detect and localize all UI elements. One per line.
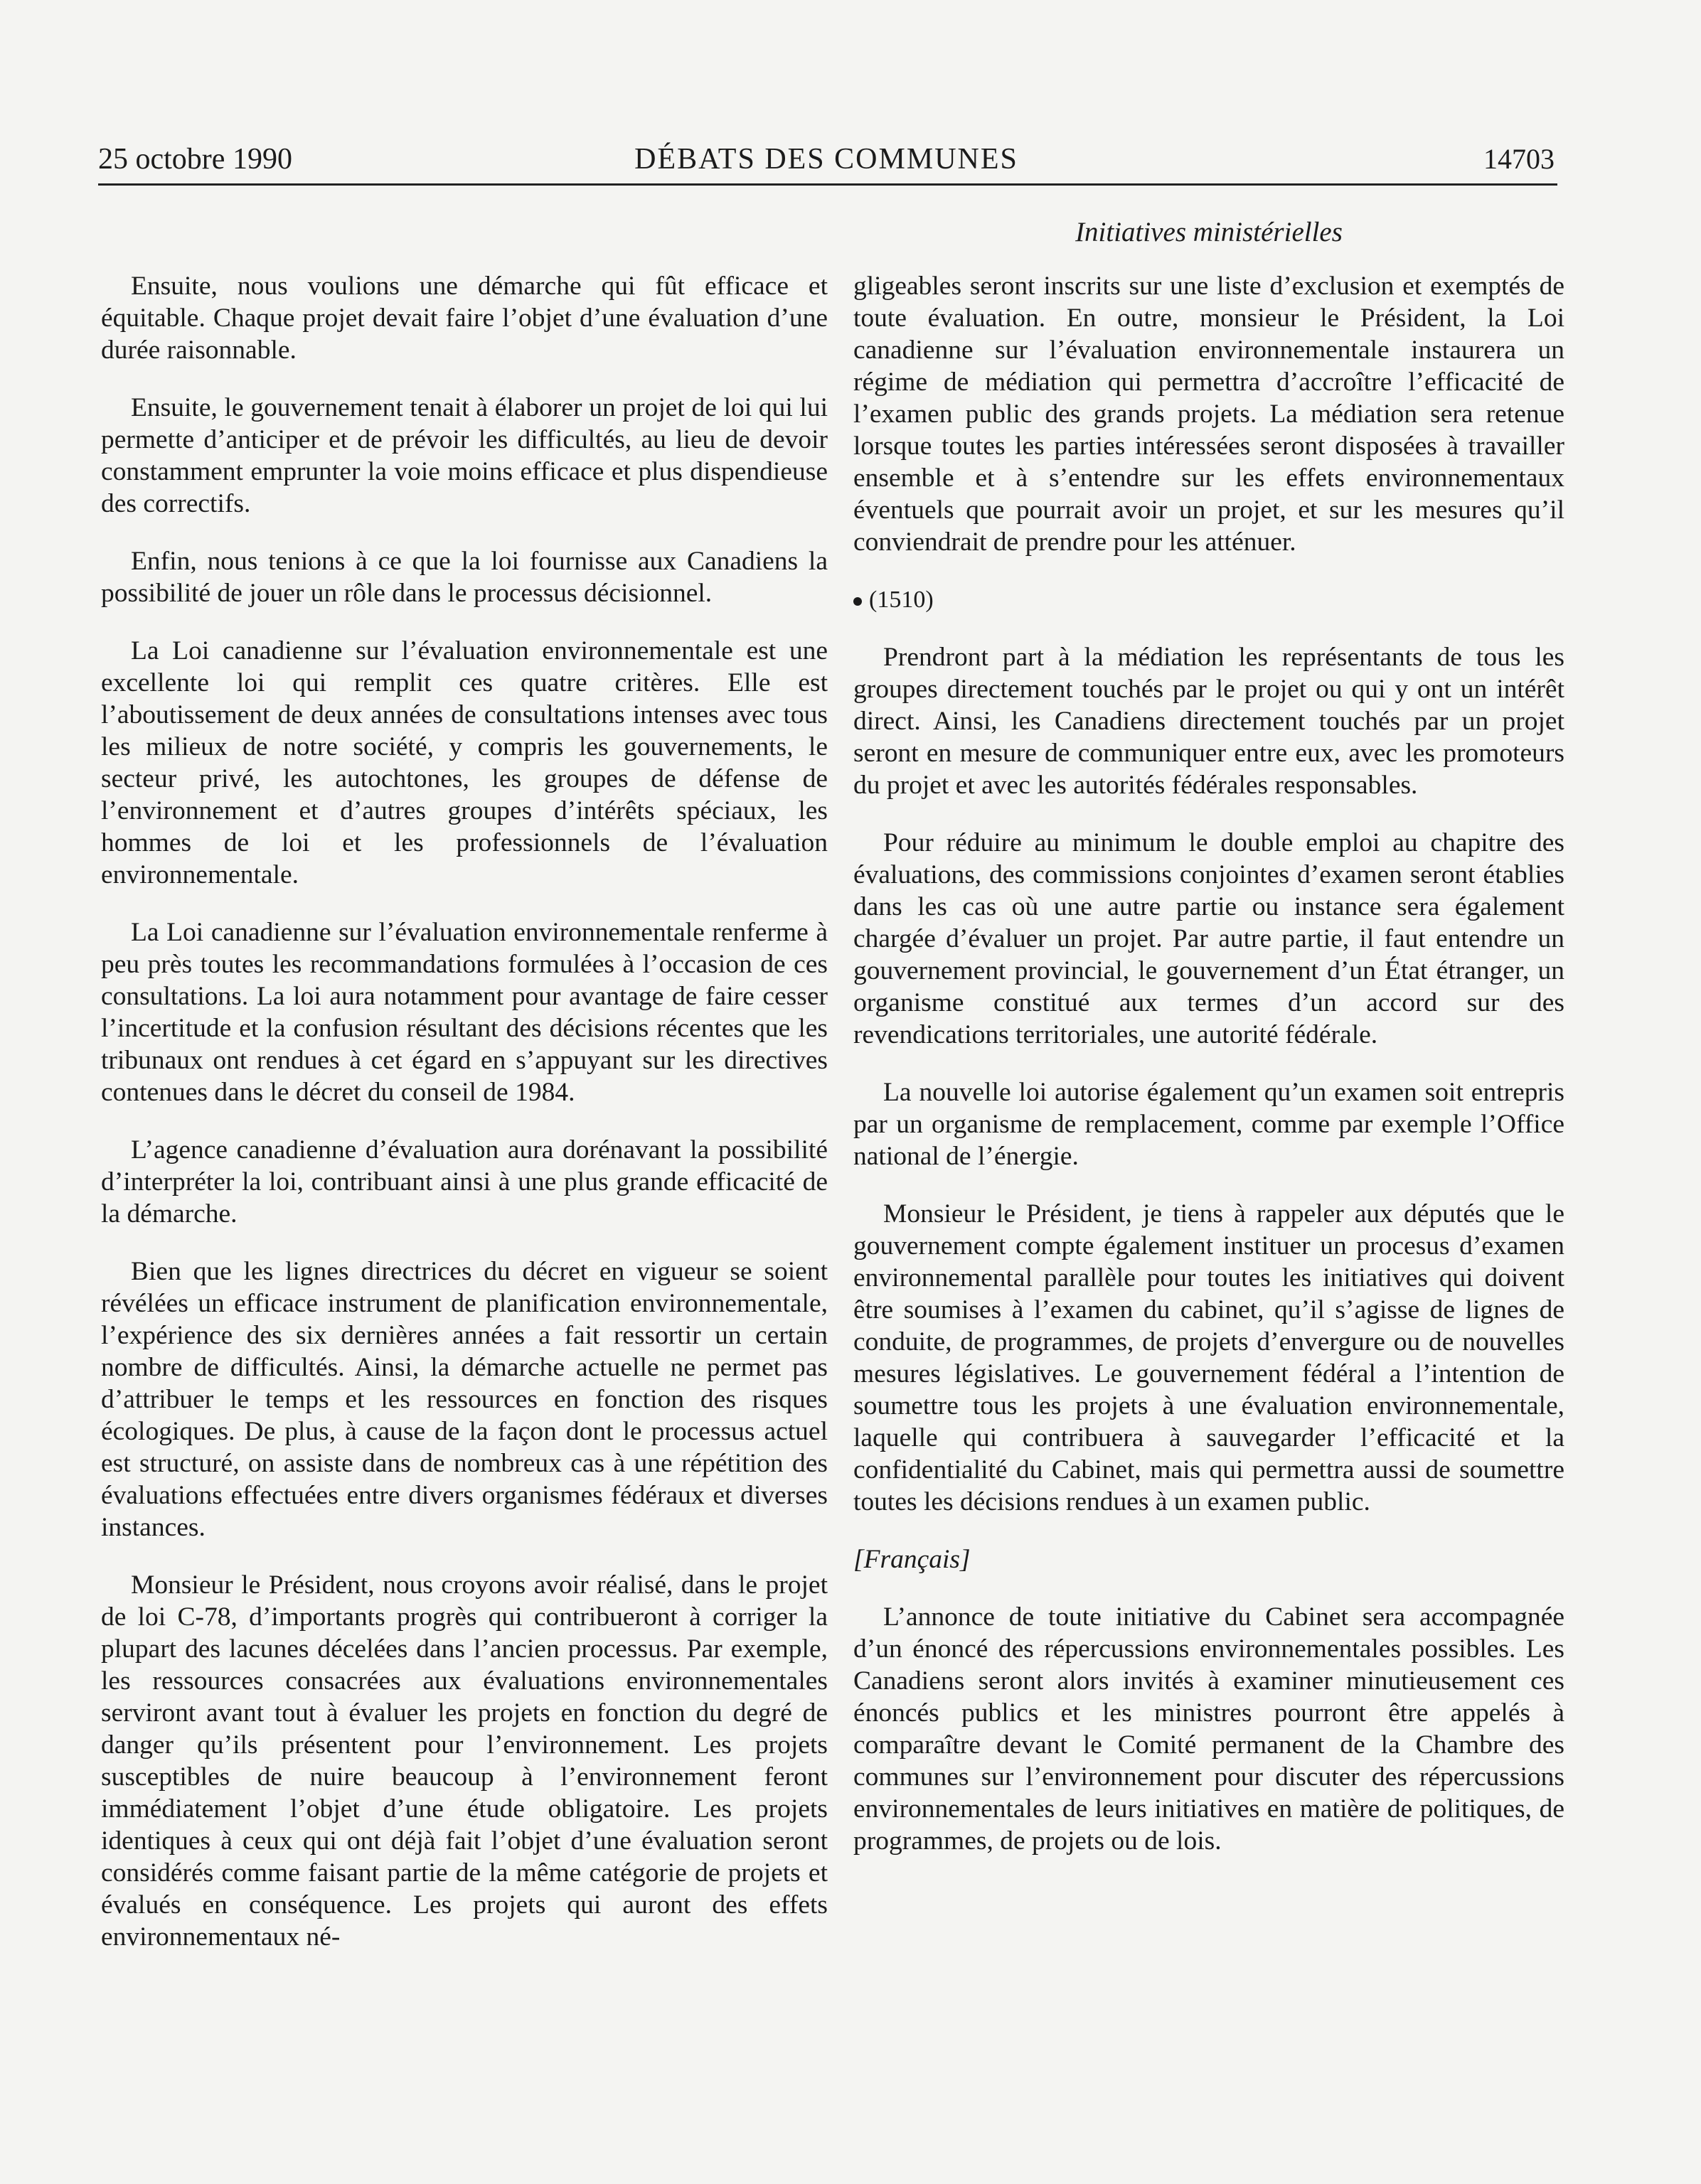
paragraph: Bien que les lignes directrices du décret en vigueur se soient révélées un efficace instrument de planification environnementale, l’expérience des six dernières années a fait ressortir un certain nombre de difficultés. Ainsi, la démarche actuelle ne permet pas d’attribuer le temps et les ressources en fonction des risques écologiques. De plus, à cause de la façon dont le processus actuel est structuré, on assiste dans de nombreux cas à une répétition des évaluations effectuées entre divers organismes fédéraux et diverses instances. bbox=[101, 1257, 828, 1542]
page-number: 14703 bbox=[1483, 143, 1555, 175]
header-rule bbox=[98, 183, 1557, 186]
paragraph: Ensuite, le gouvernement tenait à élaborer un projet de loi qui lui permette d’anticiper et de prévoir les difficultés, au lieu de devoir constamment emprunter la voie moins efficace et plus dispendieuse des correctifs. bbox=[101, 393, 828, 518]
paragraph-continuation: gligeables seront inscrits sur une liste d’exclusion et exemptés de toute évaluation. En outre, monsieur le Président, la Loi canadienne sur l’évaluation environnementale instaurera un régime de médiation qui permettra d’accroître l’efficacité de l’examen public des grands projets. La médiation sera retenue lorsque toutes les parties intéressées seront disposées à travailler ensemble et à s’entendre sur les effets environnementaux éventuels que pourrait avoir un projet, et sur les mesures qu’il conviendrait de prendre pour les atténuer. bbox=[853, 272, 1564, 557]
paragraph: Enfin, nous tenions à ce que la loi fournisse aux Canadiens la possibilité de jouer un rôle dans le processus décisionnel. bbox=[101, 547, 828, 608]
page-header bbox=[98, 142, 1555, 183]
header-date: 25 octobre 1990 bbox=[98, 143, 292, 176]
paragraph: La Loi canadienne sur l’évaluation environnementale renferme à peu près toutes les recommandations formulées à l’occasion de ces consultations. La loi aura notamment pour avantage de faire cesser l’incertitude et la confusion résultant des décisions récentes que les tribunaux ont rendues à cet égard en s’appuyant sur les directives contenues dans le décret du conseil de 1984. bbox=[101, 918, 828, 1107]
time-marker-text: (1510) bbox=[869, 587, 934, 613]
paragraph: Pour réduire au minimum le double emploi au chapitre des évaluations, des commissions conjointes d’examen seront établies dans les cas où une autre partie ou instance sera également chargée d’évaluer un projet. Par autre partie, il faut entendre un gouvernement provincial, le gouvernement d’un État étranger, un organisme constitué aux termes d’un accord sur des revendications territoriales, une autorité fédérale. bbox=[853, 828, 1564, 1049]
paragraph: L’agence canadienne d’évaluation aura dorénavant la possibilité d’interpréter la loi, contribuant ainsi à une plus grande efficacité de la démarche. bbox=[101, 1135, 828, 1228]
left-column bbox=[101, 270, 828, 1979]
language-tag: [Français] bbox=[853, 1545, 971, 1574]
right-column bbox=[853, 270, 1564, 1883]
paragraph: L’annonce de toute initiative du Cabinet sera accompagnée d’un énoncé des répercussions environnementales possibles. Les Canadiens seront alors invités à examiner minutieusement ces énoncés publics et les ministres pourront être appelés à comparaître devant le Comité permanent de la Chambre des communes sur l’environnement pour discuter des répercussions environnementales de leurs initiatives en matière de politiques, de programmes, de projets ou de lois. bbox=[853, 1602, 1564, 1856]
paragraph: La Loi canadienne sur l’évaluation environnementale est une excellente loi qui remplit ces quatre critères. Elle est l’aboutissement de deux années de consultations intenses avec tous les milieux de notre société, y compris les gouvernements, le secteur privé, les autochtones, les groupes de défense de l’environnement et d’autres groupes d’intérêts spéciaux, les hommes de loi et les professionnels de l’évaluation environnementale. bbox=[101, 636, 828, 889]
paragraph: La nouvelle loi autorise également qu’un examen soit entrepris par un organisme de remplacement, comme par exemple l’Office national de l’énergie. bbox=[853, 1078, 1564, 1171]
time-marker bbox=[853, 584, 1564, 616]
section-heading: Initiatives ministérielles bbox=[1075, 217, 1343, 247]
paragraph: Ensuite, nous voulions une démarche qui fût efficace et équitable. Chaque projet devait faire l’objet d’une évaluation d’une durée raisonnable. bbox=[101, 272, 828, 365]
paragraph: Monsieur le Président, je tiens à rappeler aux députés que le gouvernement compte également instituer un procesus d’examen environnemental parallèle pour toutes les initiatives qui doivent être soumises à l’examen du cabinet, qu’il s’agisse de lignes de conduite, de programmes, de projets d’envergure ou de nouvelles mesures législatives. Le gouvernement fédéral a l’intention de soumettre tous les projets à une évaluation environnementale, laquelle qui contribuera à sauvegarder l’efficacité et la confidentialité du Cabinet, mais qui permettra aussi de soumettre toutes les décisions rendues à un examen public. bbox=[853, 1199, 1564, 1516]
header-title: DÉBATS DES COMMUNES bbox=[634, 143, 1018, 176]
bullet-icon bbox=[853, 597, 862, 606]
paragraph: Prendront part à la médiation les représentants de tous les groupes directement touchés par le projet ou qui y ont un intérêt direct. Ainsi, les Canadiens directement touchés par un projet seront en mesure de communiquer entre eux, avec les promoteurs du projet et avec les autorités fédérales responsables. bbox=[853, 643, 1564, 800]
paragraph: Monsieur le Président, nous croyons avoir réalisé, dans le projet de loi C-78, d’importants progrès qui contribueront à corriger la plupart des lacunes décelées dans l’ancien processus. Par exemple, les ressources consacrées aux évaluations environnementales serviront avant tout à évaluer les projets en fonction du degré de danger qu’ils présentent pour l’environnement. Les projets susceptibles de nuire beaucoup à l’environnement feront immédiatement l’objet d’une étude obligatoire. Les projets identiques à ceux qui ont déjà fait l’objet d’une évaluation seront considérés comme faisant partie de la même catégorie de projets et évalués en conséquence. Les projets qui auront des effets environnementaux né- bbox=[101, 1570, 828, 1952]
